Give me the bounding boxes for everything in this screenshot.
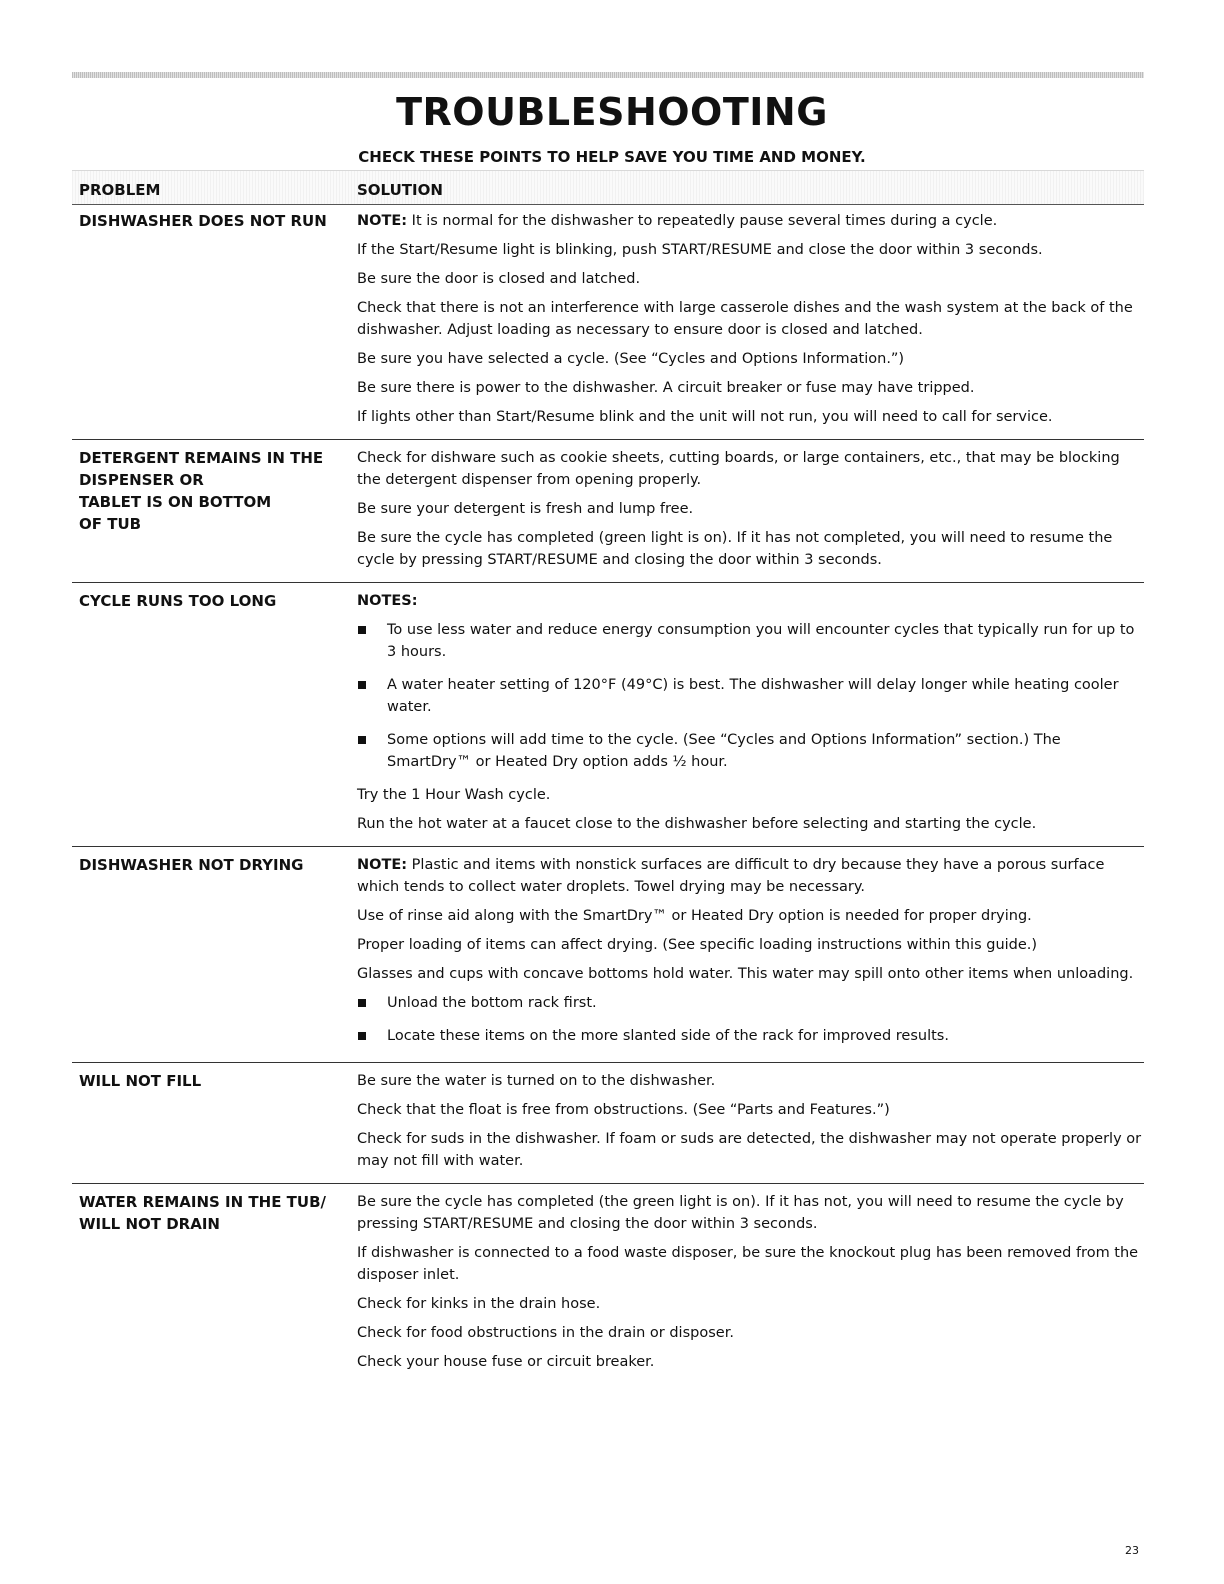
problem-label-line: DISPENSER OR bbox=[79, 471, 204, 489]
square-bullet-icon bbox=[358, 1032, 366, 1040]
table-row-dishwasher-not-drying bbox=[72, 847, 1144, 1063]
solution-item: Be sure the cycle has completed (the green light is on). If it has not, you will need to resume the cycle by pressing START/RESUME and closing the door within 3 seconds. bbox=[357, 1194, 1124, 1232]
solution-item: Be sure the water is turned on to the dishwasher. bbox=[357, 1073, 716, 1089]
solution-item: Check for food obstructions in the drain or disposer. bbox=[357, 1325, 734, 1341]
solution-cell bbox=[357, 1063, 1144, 1184]
top-rule bbox=[72, 72, 1144, 78]
solution-item: Be sure you have selected a cycle. (See “Cycles and Options Information.”) bbox=[357, 351, 905, 367]
note bbox=[357, 854, 1144, 898]
problem-cell bbox=[72, 1063, 357, 1184]
page-title: TROUBLESHOOTING bbox=[396, 90, 828, 134]
solution-cell bbox=[357, 583, 1144, 847]
solution-item: Be sure your detergent is fresh and lump free. bbox=[357, 501, 694, 517]
solution-item: Check for dishware such as cookie sheets, cutting boards, or large containers, etc., that may be blocking the detergent dispenser from opening properly. bbox=[357, 450, 1120, 488]
problem-label-line: WATER REMAINS IN THE TUB/ bbox=[79, 1193, 326, 1211]
problem-label-line: DETERGENT REMAINS IN THE bbox=[79, 449, 324, 467]
problem-label: WILL NOT FILL bbox=[79, 1072, 202, 1090]
solution-item: Glasses and cups with concave bottoms hold water. This water may spill onto other items when unloading. bbox=[357, 966, 1134, 982]
bullet-item bbox=[357, 619, 1144, 663]
solution-item: Be sure there is power to the dishwasher. A circuit breaker or fuse may have tripped. bbox=[357, 380, 975, 396]
column-header-problem: PROBLEM bbox=[79, 181, 161, 199]
solution-item: Try the 1 Hour Wash cycle. bbox=[357, 787, 551, 803]
problem-label-line: OF TUB bbox=[79, 515, 142, 533]
solution-item: Run the hot water at a faucet close to the dishwasher before selecting and starting the cycle. bbox=[357, 816, 1037, 832]
square-bullet-icon bbox=[358, 626, 366, 634]
problem-label: DISHWASHER DOES NOT RUN bbox=[79, 212, 327, 230]
problem-cell bbox=[72, 440, 357, 583]
solution-item: Check your house fuse or circuit breaker. bbox=[357, 1354, 655, 1370]
problem-cell bbox=[72, 583, 357, 847]
bullet-text: Locate these items on the more slanted side of the rack for improved results. bbox=[387, 1028, 949, 1044]
bullet-text: To use less water and reduce energy consumption you will encounter cycles that typically run for up to 3 hours. bbox=[387, 622, 1135, 660]
table-row-detergent-remains bbox=[72, 440, 1144, 583]
solution-cell bbox=[357, 1184, 1144, 1385]
solution-item: Check that there is not an interference with large casserole dishes and the wash system at the back of the dishwasher. Adjust loading as necessary to ensure door is closed and latched. bbox=[357, 300, 1133, 338]
table-row-dishwasher-does-not-run bbox=[72, 210, 1144, 440]
note-text: Plastic and items with nonstick surfaces are difficult to dry because they have a porous surface which tends to collect water droplets. Towel drying may be necessary. bbox=[357, 857, 1105, 895]
problem-cell bbox=[72, 847, 357, 1063]
solution-item: Be sure the cycle has completed (green light is on). If it has not completed, you will need to resume the cycle by pressing START/RESUME and closing the door within 3 seconds. bbox=[357, 530, 1113, 568]
solution-item: Proper loading of items can affect drying. (See specific loading instructions within this guide.) bbox=[357, 937, 1038, 953]
bullet-text: Some options will add time to the cycle. (See “Cycles and Options Information” section.) The SmartDry™ or Heated Dry option adds ½ hour. bbox=[387, 732, 1061, 770]
bullet-item bbox=[357, 729, 1144, 773]
square-bullet-icon bbox=[358, 736, 366, 744]
solution-item: If dishwasher is connected to a food waste disposer, be sure the knockout plug has been removed from the disposer inlet. bbox=[357, 1245, 1139, 1283]
bullet-text: Unload the bottom rack first. bbox=[387, 995, 597, 1011]
bullet-text: A water heater setting of 120°F (49°C) is best. The dishwasher will delay longer while heating cooler water. bbox=[387, 677, 1119, 715]
solution-item: Check for suds in the dishwasher. If foam or suds are detected, the dishwasher may not operate properly or may not fill with water. bbox=[357, 1131, 1142, 1169]
solution-cell bbox=[357, 210, 1144, 440]
note-text: It is normal for the dishwasher to repeatedly pause several times during a cycle. bbox=[407, 213, 998, 229]
square-bullet-icon bbox=[358, 999, 366, 1007]
troubleshooting-table bbox=[72, 210, 1144, 1384]
solution-item: Check that the float is free from obstructions. (See “Parts and Features.”) bbox=[357, 1102, 890, 1118]
bullet-list bbox=[357, 992, 1144, 1047]
table-row-water-remains bbox=[72, 1184, 1144, 1385]
solution-item: Check for kinks in the drain hose. bbox=[357, 1296, 601, 1312]
bullet-item bbox=[357, 992, 1144, 1014]
solution-item: If lights other than Start/Resume blink and the unit will not run, you will need to call for service. bbox=[357, 409, 1053, 425]
page-subtitle: CHECK THESE POINTS TO HELP SAVE YOU TIME AND MONEY. bbox=[358, 148, 866, 166]
table-row-cycle-runs-too-long bbox=[72, 583, 1144, 847]
note bbox=[357, 210, 1144, 232]
problem-label: DISHWASHER NOT DRYING bbox=[79, 856, 304, 874]
solution-item: Use of rinse aid along with the SmartDry™ or Heated Dry option is needed for proper drying. bbox=[357, 908, 1032, 924]
notes-label: NOTES: bbox=[357, 593, 418, 609]
problem-label-line: TABLET IS ON BOTTOM bbox=[79, 493, 272, 511]
square-bullet-icon bbox=[358, 681, 366, 689]
bullet-item bbox=[357, 674, 1144, 718]
note-label: NOTE: bbox=[357, 857, 408, 873]
problem-label: CYCLE RUNS TOO LONG bbox=[79, 592, 277, 610]
solution-cell bbox=[357, 440, 1144, 583]
column-header-solution: SOLUTION bbox=[357, 181, 443, 199]
note-label: NOTE: bbox=[357, 213, 408, 229]
page-number: 23 bbox=[1125, 1544, 1139, 1557]
problem-cell bbox=[72, 210, 357, 440]
problem-cell bbox=[72, 1184, 357, 1385]
solution-item: If the Start/Resume light is blinking, push START/RESUME and close the door within 3 seconds. bbox=[357, 242, 1043, 258]
bullet-item bbox=[357, 1025, 1144, 1047]
solution-cell bbox=[357, 847, 1144, 1063]
problem-label-line: WILL NOT DRAIN bbox=[79, 1215, 220, 1233]
solution-item: Be sure the door is closed and latched. bbox=[357, 271, 641, 287]
bullet-list bbox=[357, 619, 1144, 773]
table-header bbox=[72, 170, 1144, 205]
table-row-will-not-fill bbox=[72, 1063, 1144, 1184]
